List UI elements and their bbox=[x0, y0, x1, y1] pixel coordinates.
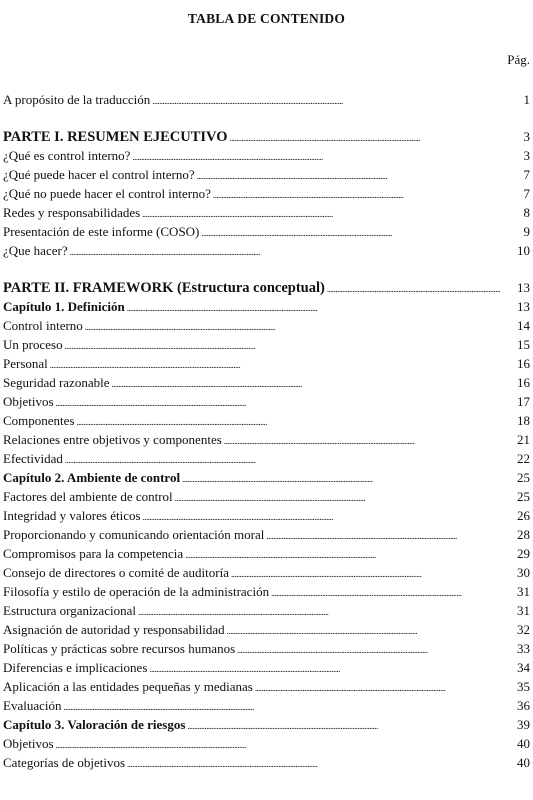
dot-leader bbox=[237, 641, 500, 660]
toc-entry-label: ¿Qué no puede hacer el control interno? bbox=[3, 186, 211, 201]
dot-leader bbox=[70, 243, 500, 262]
toc-entry-label: Capítulo 1. Definición bbox=[3, 299, 125, 314]
toc-entry-page-number: 7 bbox=[523, 167, 530, 182]
toc-entry-label: Aplicación a las entidades pequeñas y medianas bbox=[3, 679, 253, 694]
toc-entry-label: Compromisos para la competencia bbox=[3, 546, 184, 561]
toc-entry-label: Componentes bbox=[3, 413, 75, 428]
toc-entry-label: Diferencias e implicaciones bbox=[3, 660, 148, 675]
toc-entry-page-number: 35 bbox=[517, 679, 530, 694]
dot-leader bbox=[56, 394, 500, 413]
dot-leader bbox=[201, 224, 500, 243]
toc-entry bbox=[3, 90, 530, 109]
toc-entry-page-number: 21 bbox=[517, 432, 530, 447]
table-of-contents bbox=[3, 90, 530, 772]
dot-leader bbox=[185, 546, 500, 565]
toc-entry-page-number: 10 bbox=[517, 243, 530, 258]
toc-entry bbox=[3, 449, 530, 468]
toc-entry-label: Capítulo 2. Ambiente de control bbox=[3, 470, 181, 485]
toc-entry-page-number: 13 bbox=[517, 299, 530, 314]
toc-entry-page-number: 22 bbox=[517, 451, 530, 466]
toc-entry bbox=[3, 146, 530, 165]
dot-leader bbox=[175, 489, 500, 508]
toc-entry-page-number: 31 bbox=[517, 584, 530, 599]
dot-leader bbox=[327, 280, 500, 299]
dot-leader bbox=[65, 337, 500, 356]
toc-entry bbox=[3, 525, 530, 544]
toc-entry-page-number: 39 bbox=[517, 717, 530, 732]
toc-entry-page-number: 28 bbox=[517, 527, 530, 542]
toc-entry bbox=[3, 241, 530, 260]
dot-leader bbox=[227, 622, 500, 641]
toc-entry-page-number: 36 bbox=[517, 698, 530, 713]
toc-entry bbox=[3, 392, 530, 411]
toc-entry-label: ¿Que hacer? bbox=[3, 243, 68, 258]
toc-entry-label: PARTE I. RESUMEN EJECUTIVO bbox=[3, 129, 228, 145]
dot-leader bbox=[187, 717, 500, 736]
toc-entry bbox=[3, 563, 530, 582]
toc-entry-page-number: 16 bbox=[517, 356, 530, 371]
toc-entry-label: Efectividad bbox=[3, 451, 63, 466]
dot-leader bbox=[127, 299, 500, 318]
toc-part-entry bbox=[3, 127, 530, 146]
toc-entry bbox=[3, 487, 530, 506]
toc-entry bbox=[3, 677, 530, 696]
toc-entry-label: Políticas y prácticas sobre recursos humanos bbox=[3, 641, 236, 656]
toc-entry bbox=[3, 658, 530, 677]
toc-entry-label: Proporcionando y comunicando orientación moral bbox=[3, 527, 265, 542]
toc-entry-label: Estructura organizacional bbox=[3, 603, 136, 618]
toc-entry-label: Consejo de directores o comité de auditoría bbox=[3, 565, 229, 580]
dot-leader bbox=[127, 755, 500, 774]
toc-entry bbox=[3, 335, 530, 354]
page-column-label: Pág. bbox=[507, 52, 530, 67]
toc-entry bbox=[3, 373, 530, 392]
toc-entry bbox=[3, 184, 530, 203]
toc-entry bbox=[3, 203, 530, 222]
toc-chapter-entry bbox=[3, 297, 530, 316]
toc-entry bbox=[3, 582, 530, 601]
toc-entry-page-number: 25 bbox=[517, 489, 530, 504]
dot-leader bbox=[213, 186, 500, 205]
toc-entry-label: Control interno bbox=[3, 318, 83, 333]
toc-entry bbox=[3, 354, 530, 373]
dot-leader bbox=[271, 584, 500, 603]
toc-entry-page-number: 14 bbox=[517, 318, 530, 333]
toc-entry-page-number: 3 bbox=[523, 129, 530, 144]
toc-entry-page-number: 16 bbox=[517, 375, 530, 390]
toc-entry-label: Un proceso bbox=[3, 337, 63, 352]
toc-entry bbox=[3, 620, 530, 639]
toc-entry-label: Filosofía y estilo de operación de la administración bbox=[3, 584, 270, 599]
toc-chapter-entry bbox=[3, 715, 530, 734]
toc-entry-page-number: 3 bbox=[523, 148, 530, 163]
toc-entry-page-number: 30 bbox=[517, 565, 530, 580]
toc-entry-label: Presentación de este informe (COSO) bbox=[3, 224, 200, 239]
toc-entry-label: Asignación de autoridad y responsabilidad bbox=[3, 622, 225, 637]
toc-entry-label: Personal bbox=[3, 356, 48, 371]
dot-leader bbox=[50, 356, 500, 375]
dot-leader bbox=[152, 92, 500, 111]
toc-chapter-entry bbox=[3, 468, 530, 487]
toc-entry-page-number: 17 bbox=[517, 394, 530, 409]
toc-entry-page-number: 32 bbox=[517, 622, 530, 637]
dot-leader bbox=[255, 679, 500, 698]
toc-entry-page-number: 13 bbox=[517, 280, 530, 295]
toc-entry-page-number: 40 bbox=[517, 755, 530, 770]
toc-entry-label: Seguridad razonable bbox=[3, 375, 110, 390]
toc-entry bbox=[3, 316, 530, 335]
toc-entry bbox=[3, 696, 530, 715]
toc-entry-page-number: 7 bbox=[523, 186, 530, 201]
toc-entry-page-number: 29 bbox=[517, 546, 530, 561]
toc-entry-page-number: 18 bbox=[517, 413, 530, 428]
toc-entry bbox=[3, 165, 530, 184]
toc-entry-page-number: 15 bbox=[517, 337, 530, 352]
toc-entry-label: Objetivos bbox=[3, 736, 54, 751]
toc-entry-label: PARTE II. FRAMEWORK (Estructura conceptual) bbox=[3, 280, 325, 296]
toc-entry-page-number: 25 bbox=[517, 470, 530, 485]
toc-entry-label: Evaluación bbox=[3, 698, 62, 713]
toc-entry bbox=[3, 544, 530, 563]
toc-entry-label: Redes y responsabilidades bbox=[3, 205, 141, 220]
dot-leader bbox=[230, 129, 500, 148]
toc-entry-label: ¿Qué puede hacer el control interno? bbox=[3, 167, 195, 182]
toc-entry bbox=[3, 222, 530, 241]
dot-leader bbox=[197, 167, 500, 186]
toc-entry bbox=[3, 411, 530, 430]
toc-entry bbox=[3, 639, 530, 658]
toc-entry-label: A propósito de la traducción bbox=[3, 92, 151, 107]
dot-leader bbox=[266, 527, 500, 546]
toc-entry-label: Capítulo 3. Valoración de riesgos bbox=[3, 717, 186, 732]
toc-entry-page-number: 9 bbox=[523, 224, 530, 239]
toc-entry-label: Objetivos bbox=[3, 394, 54, 409]
toc-entry-page-number: 26 bbox=[517, 508, 530, 523]
toc-entry bbox=[3, 601, 530, 620]
toc-entry bbox=[3, 430, 530, 449]
toc-entry bbox=[3, 753, 530, 772]
toc-entry-page-number: 31 bbox=[517, 603, 530, 618]
toc-entry-label: Integridad y valores éticos bbox=[3, 508, 141, 523]
toc-entry-page-number: 1 bbox=[523, 92, 530, 107]
dot-leader bbox=[224, 432, 500, 451]
toc-entry-label: Relaciones entre objetivos y componentes bbox=[3, 432, 222, 447]
toc-entry bbox=[3, 734, 530, 753]
toc-entry-page-number: 40 bbox=[517, 736, 530, 751]
toc-entry-page-number: 8 bbox=[523, 205, 530, 220]
toc-part-entry bbox=[3, 278, 530, 297]
toc-entry-label: Factores del ambiente de control bbox=[3, 489, 173, 504]
dot-leader bbox=[111, 375, 500, 394]
dot-leader bbox=[182, 470, 500, 489]
toc-entry-page-number: 34 bbox=[517, 660, 530, 675]
dot-leader bbox=[231, 565, 500, 584]
toc-entry-label: Categorías de objetivos bbox=[3, 755, 126, 770]
document-title: TABLA DE CONTENIDO bbox=[187, 11, 346, 26]
toc-entry bbox=[3, 506, 530, 525]
toc-entry-label: ¿Qué es control interno? bbox=[3, 148, 131, 163]
dot-leader bbox=[85, 318, 500, 337]
toc-entry-page-number: 33 bbox=[517, 641, 530, 656]
